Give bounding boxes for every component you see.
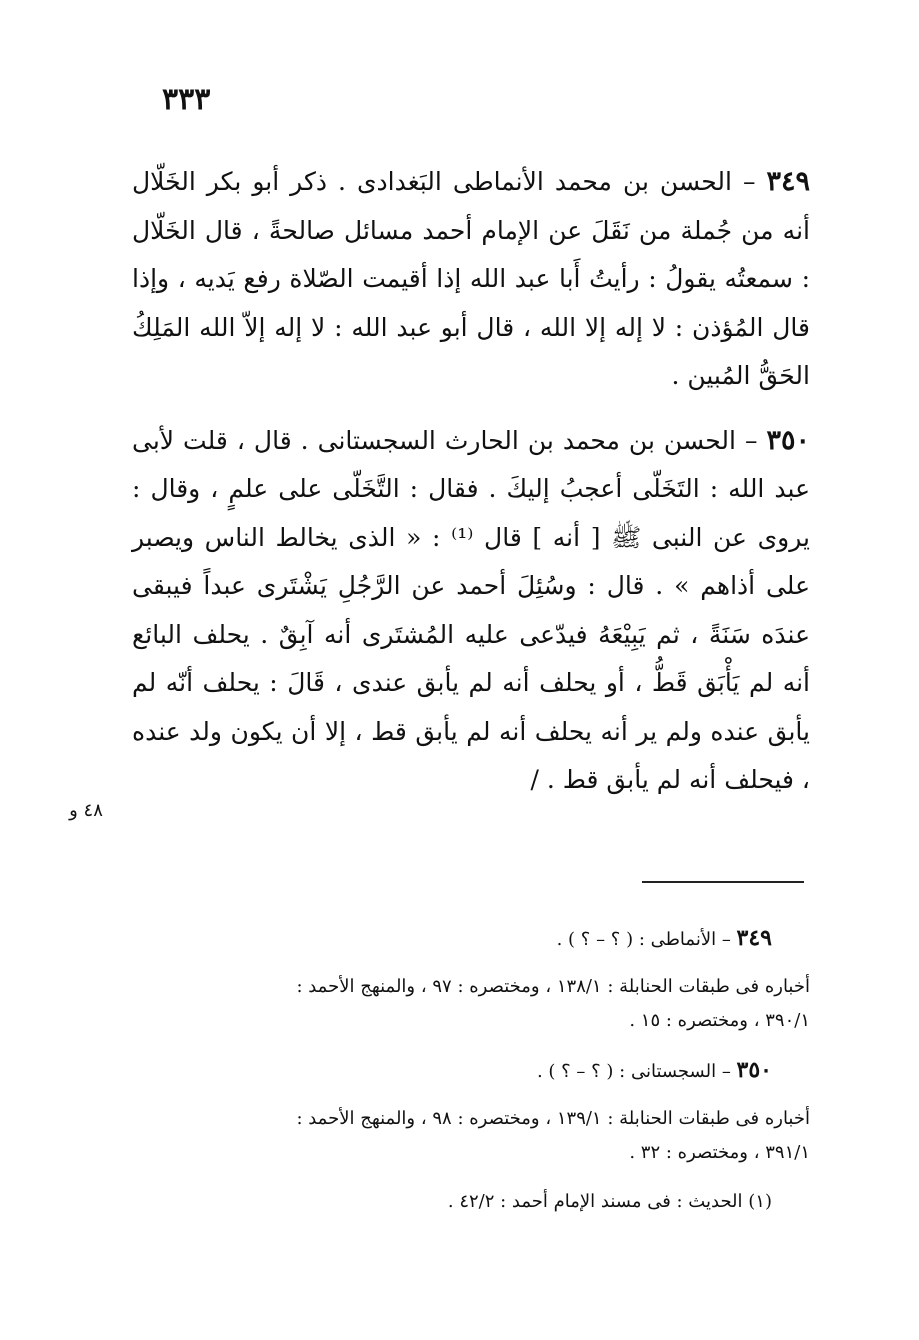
footnote-heading-text: – السجستانى : ( ؟ – ؟ ) . [536, 1061, 737, 1082]
footnote-1: (١) الحديث : فى مسند الإمام أحمد : ٤٢/٢ . [447, 1191, 772, 1212]
footnote-heading-text: – الأنماطى : ( ؟ – ؟ ) . [556, 929, 737, 950]
entry-text: – الحسن بن محمد بن الحارث السجستانى . قال ، قلت لأبى عبد الله : التَخَلّى أعجبُ إليكَ . فقال : التَّخَلّى على علمٍ ، وقال : يروى عن النبى ﷺ [ أنه ] قال ⁽¹⁾ : « الذى يخالط الناس ويصبر على أذاهم » . قال : وسُئِلَ أحمد عن الرَّجُلِ يَشْتَرى عبداً فيبقى عندَه سَنَةً ، ثم يَبِيْعَهُ فيدّعى عليه المُشتَرى أنه آبِقٌ . يحلف البائع أنه لم يَأْبَق قَطُّ ، أو يحلف أنه لم يأبق عندى ، قَالَ : يحلف أنّه لم يأبق عنده ولم ير أنه يحلف أنه لم يأبق قط ، إلا أن يكون ولد عنده ، فيحلف أنه لم يأبق قط . / [132, 425, 810, 794]
entry-number: ٣٤٩ [766, 166, 810, 197]
margin-folio-note: ٤٨ و [69, 800, 103, 821]
entry-350 [132, 417, 810, 805]
main-text [132, 158, 810, 821]
footnote-line: أخباره فى طبقات الحنابلة : ١٣٩/١ ، ومختصره : ٩٨ ، والمنهج الأحمد : [296, 1108, 810, 1129]
footnote-line: ٣٩٠/١ ، ومختصره : ١٥ . [629, 1010, 810, 1031]
footnote-separator [642, 881, 804, 883]
entry-text: – الحسن بن محمد الأنماطى البَغدادى . ذكر أبو بكر الخَلّال أنه من جُملة من نَقَلَ عن الإمام أحمد مسائل صالحةً ، قال الخَلّال : سمعتُه يقولُ : رأيتُ أَبا عبد الله إذا أقيمت الصّلاة رفع يَديه ، وإذا قال المُؤذن : لا إله إلا الله ، قال أبو عبد الله : لا إله إلاّ الله المَلِكُ الحَقُّ المُبين . [132, 167, 810, 390]
footnote-350-body [132, 1102, 810, 1170]
footnote-349-heading [132, 920, 772, 958]
footnote-line: ٣٩١/١ ، ومختصره : ٣٢ . [629, 1142, 810, 1163]
footnotes [132, 920, 810, 1220]
entry-349 [132, 158, 810, 401]
entry-number: ٣٥٠ [766, 424, 810, 456]
footnote-350-heading [132, 1052, 772, 1090]
footnote-line: أخباره فى طبقات الحنابلة : ١٣٨/١ ، ومختصره : ٩٧ ، والمنهج الأحمد : [296, 976, 810, 997]
footnote-entry-number: ٣٥٠ [736, 1057, 772, 1083]
footnote-349-body [132, 970, 810, 1038]
footnote-entry-number: ٣٤٩ [736, 925, 772, 951]
page-number: ٣٣٣ [162, 82, 211, 117]
